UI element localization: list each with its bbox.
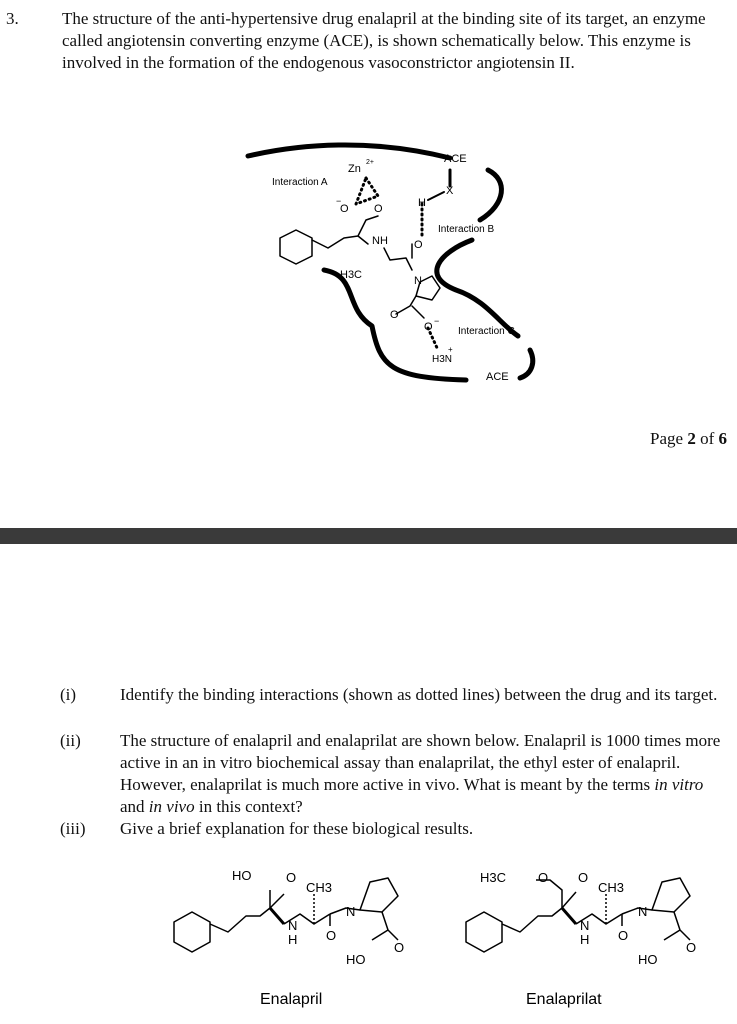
interaction-b-label: Interaction B	[438, 224, 495, 235]
enalapril-n: N	[346, 904, 356, 919]
nh-group: NH	[372, 235, 388, 247]
enalaprilat-n: N	[638, 904, 648, 919]
acid-oxygen: O	[390, 309, 399, 321]
enalapril-nh: N	[288, 918, 298, 933]
enalapril-amide-o: O	[326, 928, 337, 943]
carboxylate-o-right: O	[374, 203, 383, 215]
enzyme-pocket-right	[480, 170, 501, 220]
enalaprilat-h3c: H3C	[480, 870, 507, 885]
interaction-c-label: Interaction C	[458, 326, 515, 337]
current-page: 2	[687, 429, 696, 448]
enalaprilat-ho-bottom: HO	[638, 952, 658, 967]
page-divider	[0, 528, 737, 544]
question-number: 3.	[6, 9, 19, 28]
amide-oxygen: O	[414, 239, 423, 251]
enalaprilat-o: O	[578, 870, 589, 885]
enalaprilat-benzene	[466, 912, 502, 952]
benzene-ring	[280, 230, 312, 264]
enalapril-proline	[360, 878, 398, 912]
enalaprilat-ch3: CH3	[598, 880, 625, 895]
binding-site-diagram	[240, 140, 550, 400]
enalaprilat-proline	[652, 878, 690, 912]
ammonium-charge: +	[448, 345, 453, 354]
enalapril-ho-top: HO	[232, 868, 252, 883]
interaction-a-dots	[356, 178, 378, 204]
enzyme-outline-middle	[437, 240, 518, 336]
interaction-a-label: Interaction A	[272, 177, 328, 188]
page-number: Page 2 of 6	[650, 429, 727, 448]
enalaprilat-name: Enalaprilat	[526, 991, 602, 1008]
enalapril-o: O	[286, 870, 297, 885]
enalaprilat-ester-o: O	[538, 870, 549, 885]
enalapril-name: Enalapril	[260, 991, 323, 1008]
acid-charge: −	[434, 316, 440, 326]
structures-figure	[160, 860, 720, 1020]
enalapril-benzene	[174, 912, 210, 952]
enalaprilat-h: H	[580, 932, 590, 947]
zinc-label: Zn	[348, 163, 361, 175]
acid-o-minus: O	[424, 321, 433, 333]
proline-nitrogen: N	[414, 275, 422, 287]
enalaprilat-acid-o: O	[686, 940, 697, 955]
enalapril-h: H	[288, 932, 298, 947]
enzyme-tail-right	[520, 350, 533, 378]
question-intro: The structure of the anti-hypertensive drug enalapril at the binding site of its target, an enzyme called angiotensin converting enzyme (ACE), is shown schematically below. This enzyme is involved in the formation of the endogenous vasoconstrictor angiotensin II.	[62, 9, 706, 72]
enalapril-ho-bottom: HO	[346, 952, 366, 967]
zinc-charge: 2+	[366, 159, 374, 166]
total-pages: 6	[718, 429, 727, 448]
methyl-group: H3C	[340, 269, 363, 281]
h-atom: H	[418, 197, 426, 209]
ace-label-top: ACE	[444, 153, 467, 165]
enalaprilat-nh: N	[580, 918, 590, 933]
enzyme-outline-top	[248, 145, 450, 158]
ammonium-group: H3N	[432, 354, 453, 365]
enalaprilat-amide-o: O	[618, 928, 629, 943]
ace-label-bottom: ACE	[486, 371, 509, 383]
enalapril-ch3: CH3	[306, 880, 333, 895]
x-atom: X	[446, 185, 454, 197]
enalapril-acid-o: O	[394, 940, 405, 955]
carboxylate-charge: −	[336, 196, 342, 206]
carboxylate-o-left: O	[340, 203, 349, 215]
